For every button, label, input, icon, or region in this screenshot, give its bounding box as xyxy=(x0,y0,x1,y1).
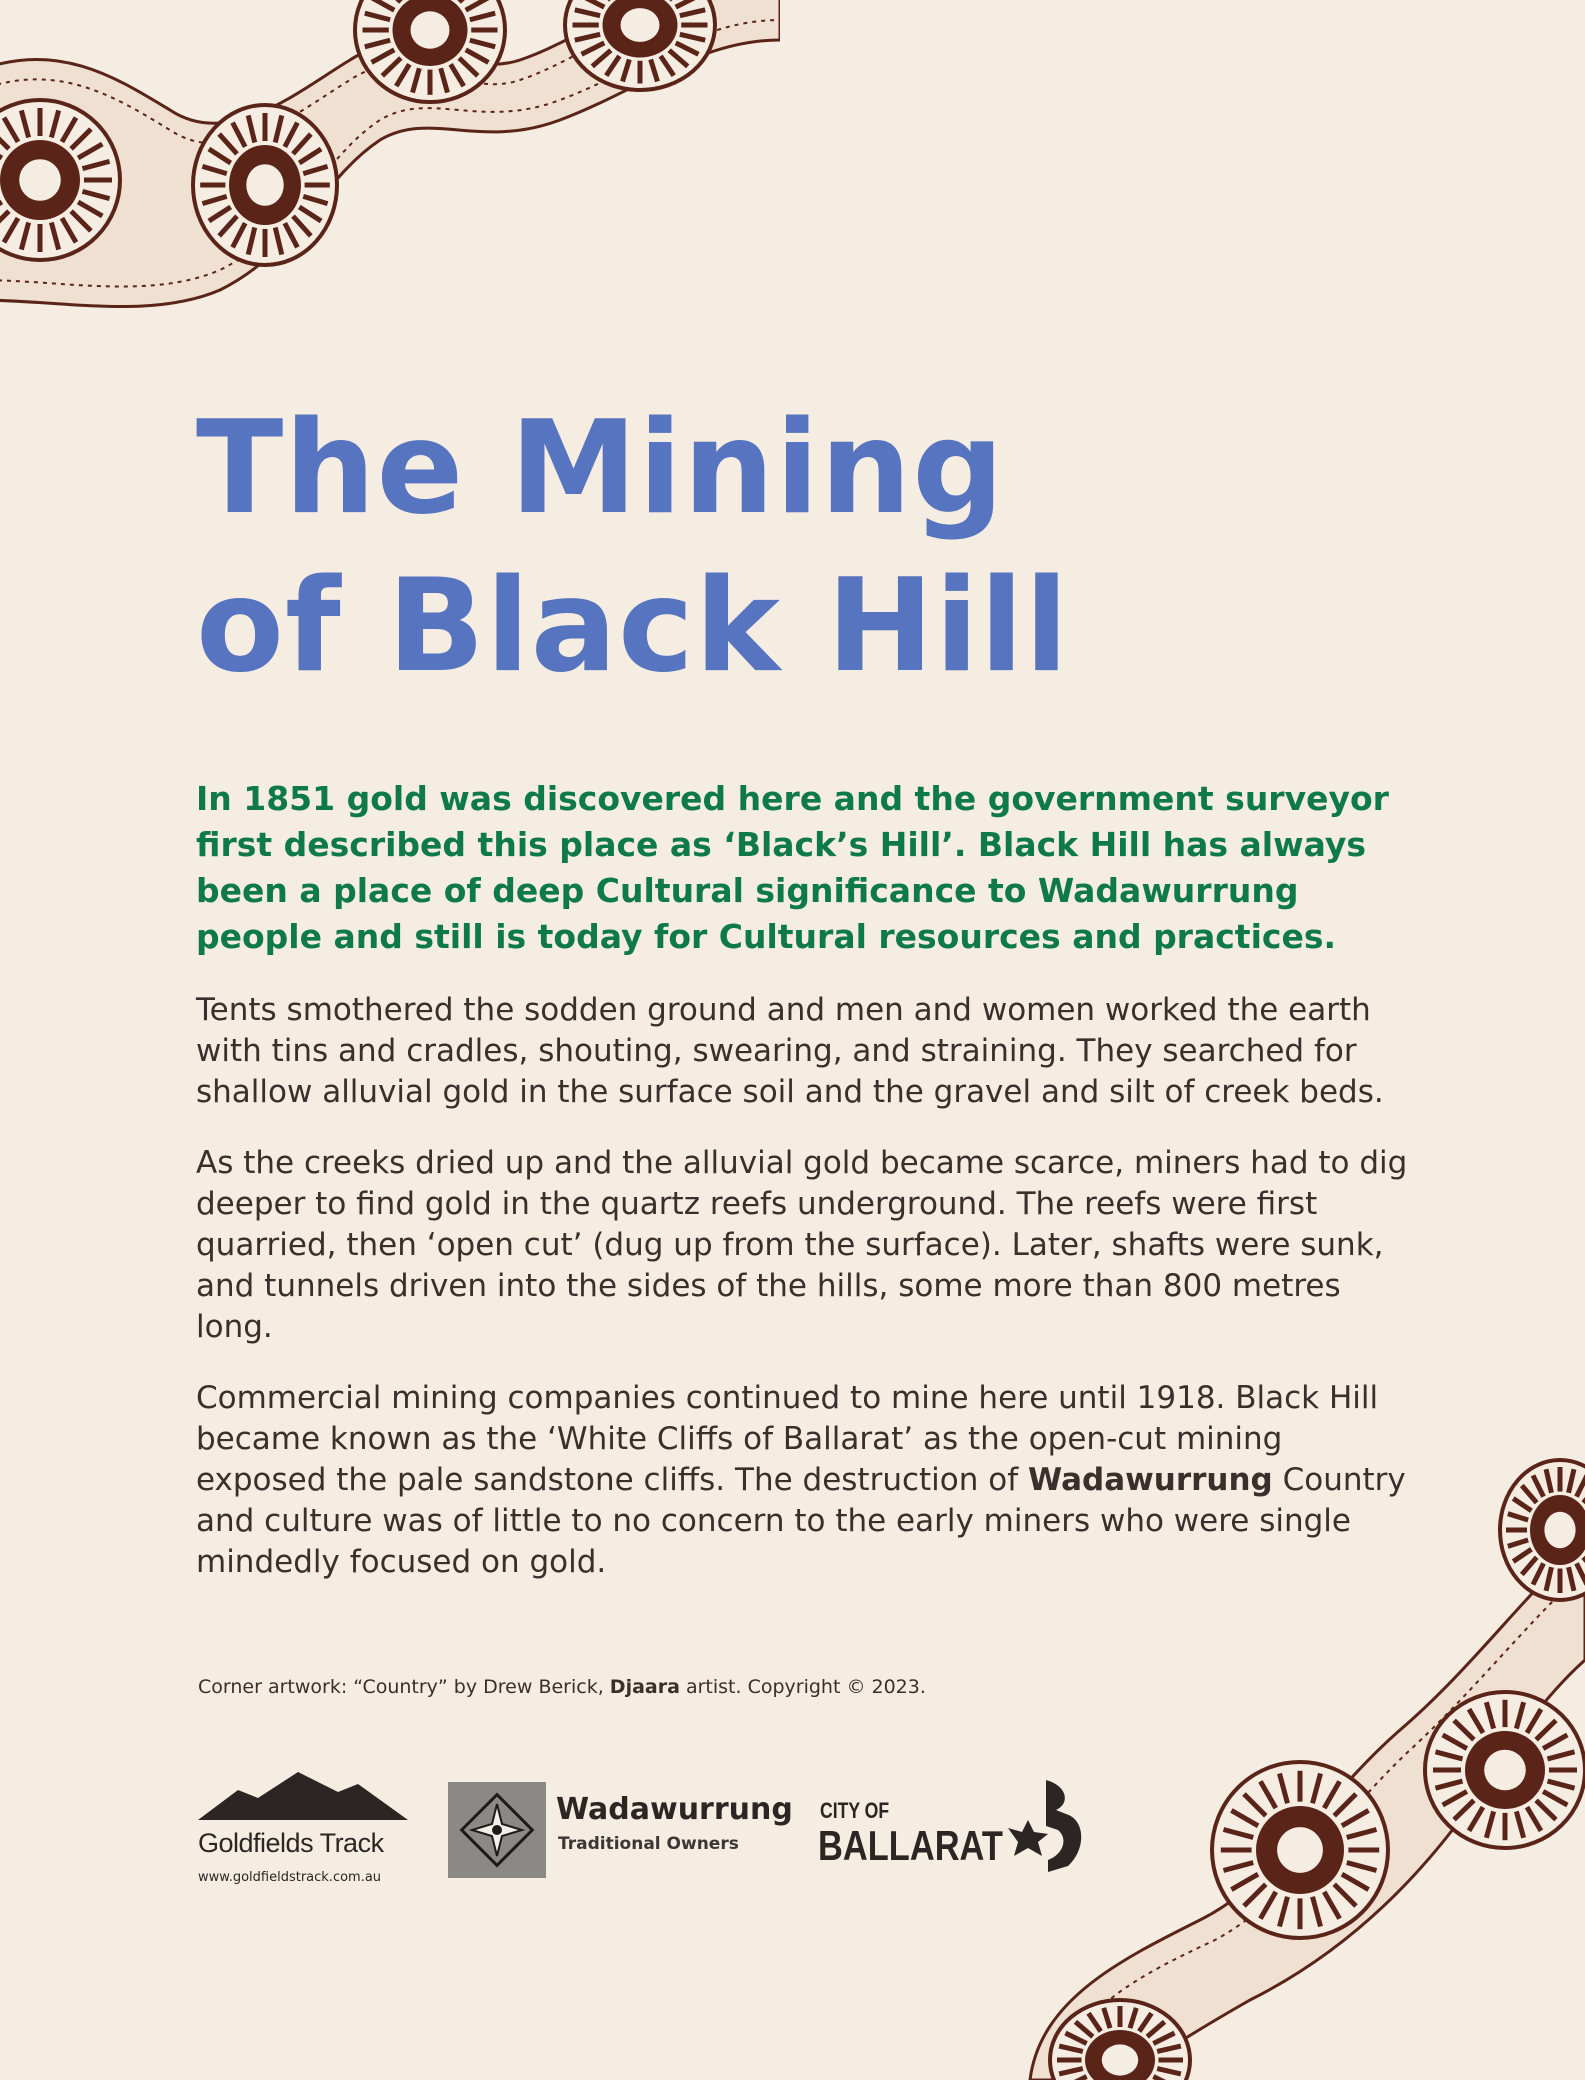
wadawurrung-subtitle: Traditional Owners xyxy=(558,1834,739,1854)
ballarat-star-icon xyxy=(1008,1780,1098,1875)
star-emblem-icon xyxy=(448,1782,546,1878)
corner-artwork-top xyxy=(0,0,780,320)
artwork-ring xyxy=(193,105,337,265)
artwork-ring xyxy=(1212,1762,1388,1938)
paragraph-3-bold: Wadawurrung xyxy=(1028,1462,1273,1498)
city-of-label: CITY OF xyxy=(820,1798,890,1823)
artwork-ring xyxy=(1425,1692,1585,1848)
paragraph-3-text-b: Country and culture was of little to no concern to the early miners who were single mindedly focused on gold. xyxy=(196,1462,1406,1580)
main-content xyxy=(196,390,1416,1583)
wadawurrung-name: Wadawurrung xyxy=(556,1792,793,1827)
paragraph-3 xyxy=(196,1378,1416,1583)
mountains-icon xyxy=(198,1770,408,1820)
paragraph-1: Tents smothered the sodden ground and men and women worked the earth with tins and cradles, shouting, swearing, and straining. They searched for shallow alluvial gold in the surface soil and the gravel and silt of creek beds. xyxy=(196,992,1384,1110)
goldfields-track-name: Goldfields Track xyxy=(198,1828,384,1858)
credit-text-b: artist. Copyright © 2023. xyxy=(679,1676,926,1698)
artwork-credit xyxy=(198,1676,926,1698)
wadawurrung-emblem xyxy=(448,1782,546,1878)
paragraph-3-text-a: Commercial mining companies continued to mine here until 1918. Black Hill became known as the ‘White Cliffs of Ballarat’ as the open-cut mining exposed the pale sandstone cliffs. The destruction of xyxy=(196,1380,1379,1498)
credit-bold: Djaara xyxy=(609,1676,680,1698)
title-line-2: of Black Hill xyxy=(196,552,1070,701)
artwork-ring xyxy=(1500,1460,1585,1600)
title-line-1: The Mining xyxy=(196,394,1005,543)
paragraph-2: As the creeks dried up and the alluvial gold became scarce, miners had to dig deeper to find gold in the quartz reefs underground. The reefs were first quarried, then ‘open cut’ (dug up from the surface). Later, shafts were sunk, and tunnels driven into the sides of the hills, some more than 800 metres long. xyxy=(196,1145,1408,1345)
goldfields-track-url: www.goldfieldstrack.com.au xyxy=(198,1870,382,1885)
credit-text-a: Corner artwork: “Country” by Drew Berick, xyxy=(198,1676,610,1698)
intro-paragraph: In 1851 gold was discovered here and the government surveyor first described this place as ‘Black’s Hill’. Black Hill has always been a place of deep Cultural significance to Wadawurrung people and still is today for Cultural resources and practices. xyxy=(196,779,1389,956)
ballarat-label: BALLARAT xyxy=(818,1822,1003,1869)
page-title xyxy=(196,390,1416,706)
partner-logos xyxy=(198,1770,1098,1890)
